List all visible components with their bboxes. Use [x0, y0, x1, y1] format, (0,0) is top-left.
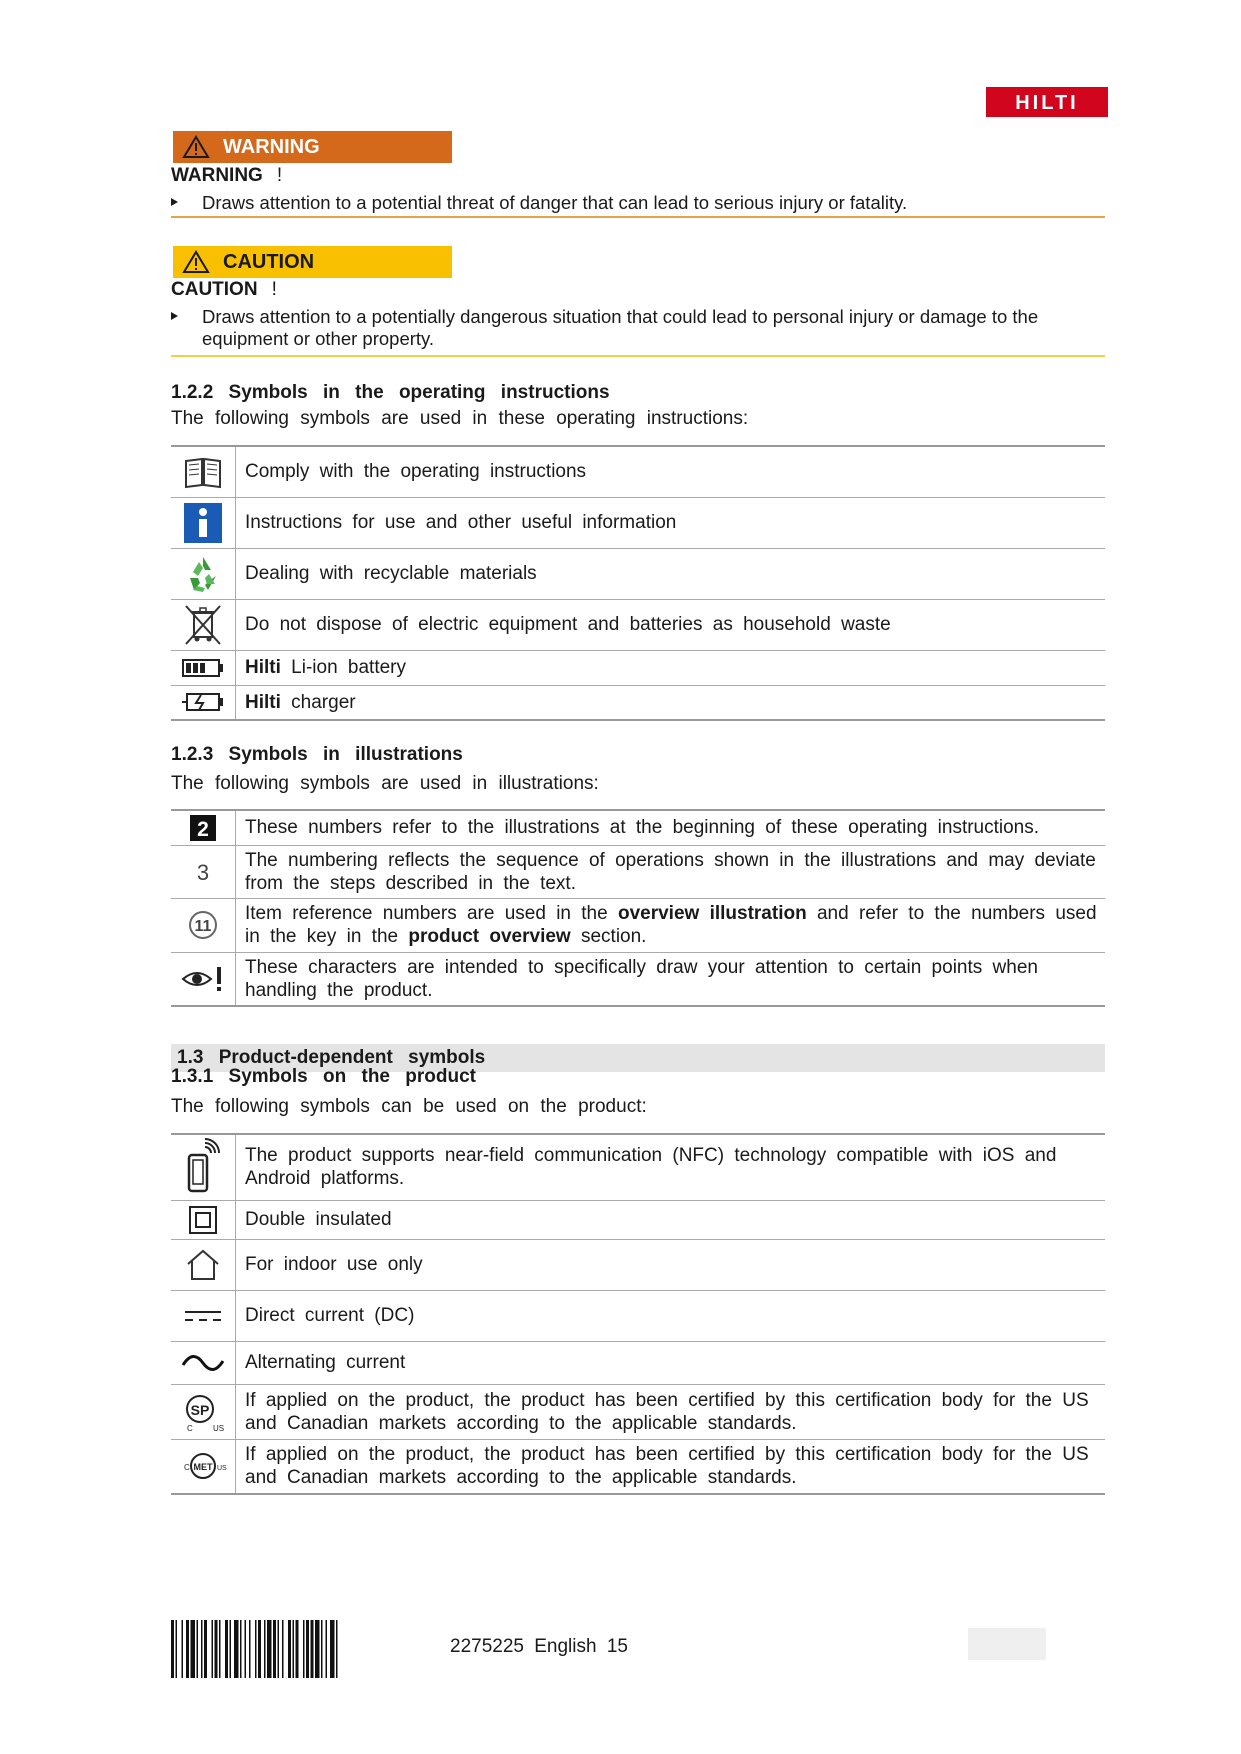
warning-title: WARNING !: [171, 165, 283, 186]
section-1-2-3-heading: 1.2.3 Symbols in illustrations: [171, 744, 463, 765]
table-row: [171, 650, 1105, 685]
svg-text:11: 11: [194, 918, 212, 935]
footer-box: [968, 1628, 1046, 1660]
warning-banner: [173, 131, 452, 163]
sequence-number-icon: [190, 859, 216, 885]
svg-text:SP: SP: [190, 1401, 210, 1418]
section-1-3-1-heading: 1.3.1 Symbols on the product: [171, 1066, 476, 1087]
table-row: [171, 898, 1105, 952]
warning-text: Draws attention to a potential threat of danger that can lead to serious injury or fatality.: [171, 192, 1111, 214]
table-row: [171, 548, 1105, 599]
caution-triangle-icon: [183, 251, 209, 273]
symbol-description: Alternating current: [236, 1341, 1106, 1384]
info-icon: [184, 503, 222, 543]
table-row: [171, 685, 1105, 720]
symbol-description: Do not dispose of electric equipment and batteries as household waste: [236, 599, 1106, 650]
symbols-product-table: [171, 1133, 1105, 1495]
battery-icon: [182, 658, 224, 678]
table-row: [171, 1384, 1105, 1439]
table-row: [171, 1341, 1105, 1384]
warning-triangle-icon: [183, 136, 209, 158]
table-row: [171, 1290, 1105, 1341]
table-row: [171, 952, 1105, 1006]
svg-text:US: US: [217, 1465, 227, 1473]
section-1-3-1-intro: The following symbols can be used on the product:: [171, 1096, 647, 1117]
symbol-description: Dealing with recyclable materials: [236, 548, 1106, 599]
section-1-2-2-heading: 1.2.2 Symbols in the operating instructions: [171, 382, 610, 403]
symbol-description: For indoor use only: [236, 1239, 1106, 1290]
footer-info: [450, 1636, 628, 1658]
symbol-description: Hilti Li-ion battery: [236, 650, 1106, 685]
caution-banner-label: CAUTION: [223, 250, 315, 273]
table-row: [171, 1239, 1105, 1290]
section-1-2-2-intro: The following symbols are used in these operating instructions:: [171, 408, 749, 429]
double-insulated-icon: [189, 1206, 217, 1234]
illustration-number-icon: [190, 815, 216, 841]
symbol-description: Comply with the operating instructions: [236, 446, 1106, 497]
table-row: [171, 599, 1105, 650]
symbols-instructions-table: [171, 445, 1105, 721]
table-row: [171, 845, 1105, 898]
recycle-icon: [183, 554, 223, 594]
symbol-description: Instructions for use and other useful information: [236, 497, 1106, 548]
house-icon: [184, 1249, 222, 1281]
caution-text: Draws attention to a potentially dangerous situation that could lead to personal injury or damage to the equipment or other property.: [171, 306, 1111, 350]
symbols-illustrations-table: [171, 809, 1105, 1007]
met-cert-icon: [181, 1449, 225, 1483]
section-1-2-3-intro: The following symbols are used in illustrations:: [171, 773, 599, 794]
svg-text:3: 3: [196, 859, 210, 885]
table-row: [171, 446, 1105, 497]
symbol-description: Hilti charger: [236, 685, 1106, 720]
symbol-description: Double insulated: [236, 1200, 1106, 1239]
section-1-3-heading: 1.3 Product-dependent symbols: [171, 1044, 1105, 1072]
caution-title: CAUTION !: [171, 279, 277, 300]
symbol-description: If applied on the product, the product has been certified by this certification body for the US and Canadian markets according to the applicable standards.: [236, 1439, 1106, 1494]
doc-number: 2275225: [450, 1636, 524, 1657]
crossed-bin-icon: [183, 603, 223, 647]
charger-icon: [181, 690, 225, 714]
table-row: [171, 497, 1105, 548]
table-row: [171, 810, 1105, 845]
caution-divider: [171, 355, 1105, 357]
logo-text: HILTI: [1015, 92, 1079, 114]
csa-cert-icon: [183, 1392, 223, 1432]
manual-book-icon: [184, 455, 222, 489]
caution-banner: [173, 246, 452, 278]
barcode: [171, 1620, 427, 1678]
table-row: [171, 1200, 1105, 1239]
alternating-current-icon: [181, 1353, 225, 1373]
svg-text:C: C: [184, 1463, 190, 1473]
symbol-description: These characters are intended to specifically draw your attention to certain points when handling the product.: [236, 952, 1106, 1006]
svg-text:MET: MET: [193, 1462, 213, 1473]
symbol-description: If applied on the product, the product has been certified by this certification body for the US and Canadian markets according to the applicable standards.: [236, 1384, 1106, 1439]
attention-eye-icon: [181, 965, 225, 993]
table-row: [171, 1134, 1105, 1200]
svg-text:C: C: [187, 1423, 193, 1433]
page-number: 15: [606, 1636, 628, 1657]
direct-current-icon: [183, 1307, 223, 1325]
symbol-description: The numbering reflects the sequence of operations shown in the illustrations and may deviate from the steps described in the text.: [236, 845, 1106, 898]
item-reference-icon: [188, 910, 218, 940]
warning-banner-label: WARNING: [223, 135, 320, 158]
nfc-phone-icon: [183, 1139, 223, 1195]
svg-text:2: 2: [197, 817, 209, 841]
svg-text:US: US: [213, 1423, 225, 1433]
symbol-description: Direct current (DC): [236, 1290, 1106, 1341]
warning-divider: [171, 216, 1105, 218]
table-row: [171, 1439, 1105, 1494]
hilti-logo: [986, 87, 1108, 117]
language: English: [534, 1636, 597, 1657]
symbol-description: The product supports near-field communication (NFC) technology compatible with iOS and Android platforms.: [236, 1134, 1106, 1200]
symbol-description: These numbers refer to the illustrations at the beginning of these operating instructions.: [236, 810, 1106, 845]
symbol-description: Item reference numbers are used in the overview illustration and refer to the numbers used in the key in the product overview section.: [236, 898, 1106, 952]
